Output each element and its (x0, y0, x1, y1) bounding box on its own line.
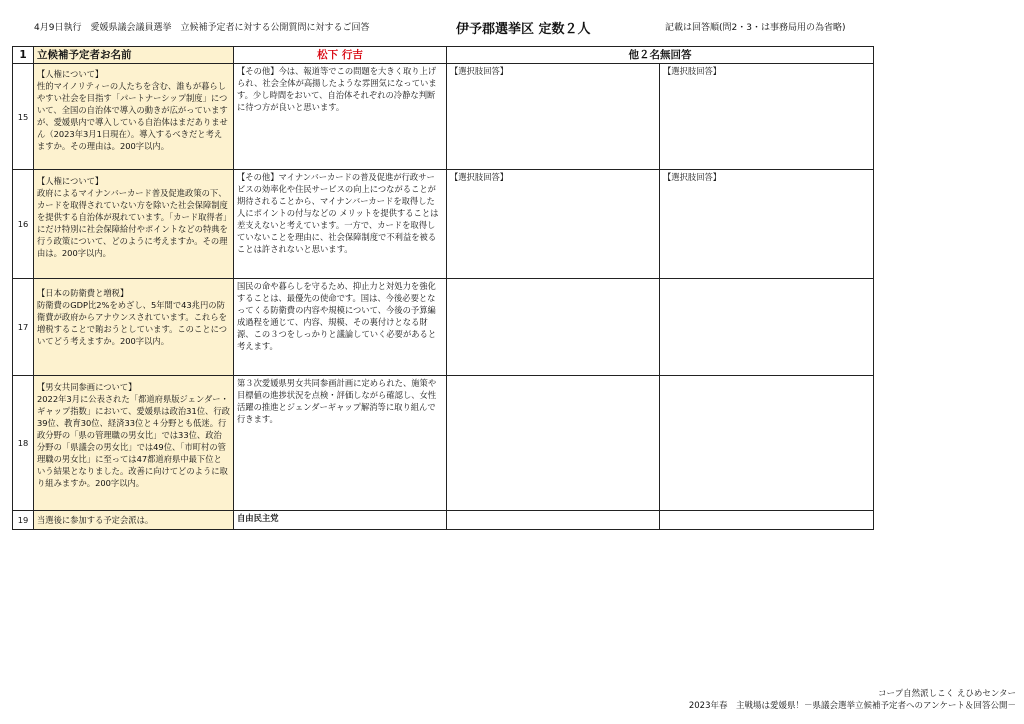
table-header-row (13, 47, 874, 64)
table-row (13, 64, 874, 170)
other-answer-1 (447, 376, 660, 511)
other-answer-2 (660, 376, 874, 511)
other-answer-1: 【選択肢回答】 (447, 64, 660, 170)
candidate-name: 松下 行吉 (234, 47, 447, 64)
candidate-answer: 自由民主党 (234, 511, 447, 530)
question-text: 【日本の防衛費と増税】 防衛費のGDP比2%をめざし、5年間で43兆円の防衛費が政府からアナウンスされています。これらを増税することで賄おうとしています。このことについてどう考えますか。200字以内。 (34, 279, 234, 376)
candidate-answer: 第３次愛媛県男女共同参画計画に定められた、施策や目標値の進捗状況を点検・評価しながら確認し、女性活躍の推進とジェンダーギャップ解消等に取り組んで行きます。 (234, 376, 447, 511)
question-text: 【人権について】 性的マイノリティーの人たちを含む、誰もが暮らしやすい社会を目指す「パートナーシップ制度」について、全国の自治体で導入の動きが広がっていますが、愛媛県内で導入している自治体はまだありません（2023年3月1日現在）。導入するべきだと考えますか。その理由は。200字以内。 (34, 64, 234, 170)
survey-table (12, 46, 874, 530)
other-answer-2: 【選択肢回答】 (660, 170, 874, 279)
footer-title: 2023年春 主戦場は愛媛県！－県議会選挙立候補予定者へのアンケート＆回答公開－ (688, 701, 1016, 711)
candidate-answer: 【その他】今は、報道等でこの問題を大きく取り上げられ、社会全体が高揚したような雰囲気になっています。少し時間をおいて、自治体それぞれの冷静な判断に待つ方が良いと思います。 (234, 64, 447, 170)
candidate-answer: 国民の命や暮らしを守るため、抑止力と対処力を強化することは、最優先の使命です。国は、今後必要となってくる防衛費の内容や規模について、今後の予算編成過程を通じて、内容、規模、その裏付けとなる財源、この３つをしっかりと議論していく必要があると考えます。 (234, 279, 447, 376)
document-header-left: 4月9日執行 愛媛県議会議員選挙 立候補予定者に対する公開質問に対するご回答 (34, 23, 370, 33)
question-number: 17 (13, 279, 34, 376)
question-number: 16 (13, 170, 34, 279)
question-number: 18 (13, 376, 34, 511)
question-number: 19 (13, 511, 34, 530)
question-text: 【人権について】 政府によるマイナンバーカード普及促進政策の下、カードを取得されていない方を除いた社会保障制度を提供する自治体が現れています。「カード取得者」にだけ特別に社会保障給付やポイントなどの特典を行う政策について、どのように考えますか。その理由は。200字以内。 (34, 170, 234, 279)
other-candidates-header: 他２名無回答 (447, 47, 874, 64)
footer-organization: コープ自然派しこく えひめセンター (878, 689, 1016, 699)
candidate-answer: 【その他】マイナンバーカードの普及促進が行政サービスの効率化や住民サービスの向上につながることが期待されることから、マイナンバーカードを取得した人にポイントの付与などの メリットを提供することは差支えないと考えています。一方で、カードを取得していないことを理由に、社会保障制度で不利益を被ることは許されないと思います。 (234, 170, 447, 279)
table-row (13, 376, 874, 511)
other-answer-1 (447, 511, 660, 530)
question-number: 15 (13, 64, 34, 170)
other-answer-2 (660, 279, 874, 376)
other-answer-1: 【選択肢回答】 (447, 170, 660, 279)
table-row (13, 279, 874, 376)
question-text: 【男女共同参画について】 2022年3月に公表された「都道府県版ジェンダー・ギャップ指数」において、愛媛県は政治31位、行政39位、教育30位、経済33位と４分野とも低迷。行政分野の「県の管理職の男女比」では33位、政治分野の「県議会の男女比」では49位、「市町村の管理職の男女比」に至っては47都道府県中最下位という結果となりました。改善に向けてどのように取り組みますか。200字以内。 (34, 376, 234, 511)
other-answer-1 (447, 279, 660, 376)
table-row (13, 170, 874, 279)
table-row (13, 511, 874, 530)
question-number: 1 (13, 47, 34, 64)
question-text: 当選後に参加する予定会派は。 (34, 511, 234, 530)
document-header-note: 記載は回答順(問2・3・は事務局用の為省略) (665, 23, 846, 33)
district-title: 伊予郡選挙区 定数２人 (456, 22, 591, 37)
other-answer-2: 【選択肢回答】 (660, 64, 874, 170)
question-header: 立候補予定者お名前 (34, 47, 234, 64)
other-answer-2 (660, 511, 874, 530)
